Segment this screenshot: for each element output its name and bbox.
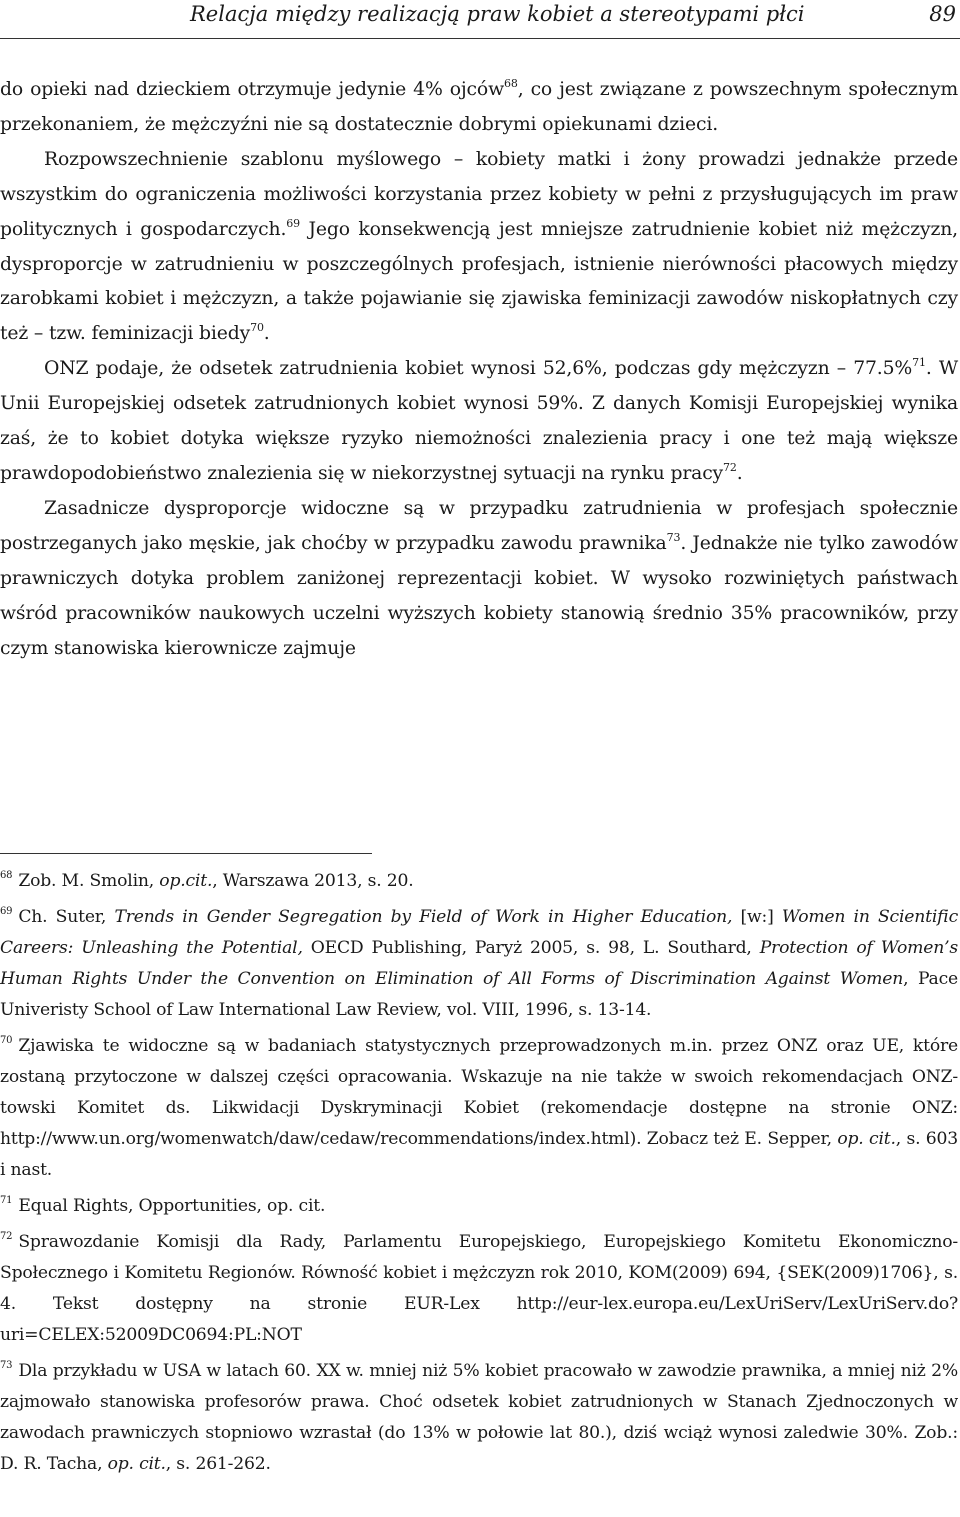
footnote-71 — [0, 1191, 958, 1222]
text: Zjawiska te widoczne są w badaniach statystycznych przeprowadzonych m.in. przez ONZ oraz UE, które zostaną przytoczone w dalszej części opracowania. Wskazuje na nie także w swoich rekomendacjach ONZ-towski Komitet ds. Likwidacji Dyskryminacji Kobiet (rekomendacje dostępne na stronie ONZ: http://www.un.org/womenwatch/daw/cedaw/recommendations/index.html). Zobacz też E. Sepper, — [0, 1036, 958, 1149]
text: Jego konsekwencją jest mniejsze zatrudnienie kobiet niż mężczyzn, dysproporcje w zatrudnieniu w poszczególnych profesjach, istnienie nierówności płacowych między zarobkami kobiet i mężczyzn, a także pojawianie się zjawiska feminizacji zawodów niskopłatnych czy też – tzw. feminizacji biedy — [0, 218, 958, 345]
footnote-69 — [0, 902, 958, 1026]
footnote-number: 70 — [0, 1035, 13, 1046]
paragraph-2 — [0, 143, 958, 352]
text: OECD Publishing, Paryż 2005, s. 98, L. Southard, — [302, 938, 760, 958]
text: , s. 603 i nast. — [0, 1129, 958, 1180]
running-header — [0, 0, 960, 38]
footnote-72 — [0, 1227, 958, 1351]
text: , Pace Univeristy School of Law International Law Review, vol. VIII, 1996, s. 13-14. — [0, 969, 958, 1020]
footnote-ref-71[interactable]: 71 — [912, 356, 926, 370]
footnote-ref-69[interactable]: 69 — [286, 216, 300, 230]
text-italic: op. cit. — [837, 1129, 896, 1149]
text: . Jednakże nie tylko zawodów prawniczych dotyka problem zaniżonej reprezentacji kobiet. W wysoko rozwiniętych państwach wśród pracowników naukowych uczelni wyższych kobiety stanowią średnio 35% pracowników, przy czym stanowiska kierownicze zajmuje — [0, 532, 959, 659]
text: Dla przykładu w USA w latach 60. XX w. mniej niż 5% kobiet pracowało w zawodzie prawnika, a mniej niż 2% zajmowało stanowiska profesorów prawa. Choć odsetek kobiet zatrudnionych w Stanach Zjednoczonych w zawodach prawniczych stopniowo wzrastał (do 13% w połowie lat 80.), dziś wciąż wynosi zaledwie 30%. Zob.: D. R. Tacha, — [0, 1361, 958, 1474]
text: Zob. M. Smolin, — [18, 871, 160, 891]
text-italic: op.cit. — [159, 871, 213, 891]
header-rule — [0, 38, 960, 39]
paragraph-3 — [0, 352, 958, 492]
footnote-number: 72 — [0, 1231, 13, 1242]
text: , Warszawa 2013, s. 20. — [212, 871, 414, 891]
page-number: 89 — [929, 2, 956, 26]
footnote-70 — [0, 1031, 958, 1186]
footnote-number: 68 — [0, 870, 13, 881]
paragraph-1 — [0, 73, 958, 143]
footnote-number: 71 — [0, 1195, 13, 1206]
footnote-ref-73[interactable]: 73 — [666, 530, 681, 544]
footnote-number: 73 — [0, 1360, 13, 1371]
text: , co jest związane z powszechnym społecznym przekonaniem, że mężczyźni nie są dostatecznie dobrymi opiekunami dzieci. — [0, 79, 958, 135]
text: Rozpowszechnienie szablonu myślowego – kobiety matki i żony prowadzi jednakże przede wszystkim do ograniczenia możliwości korzystania przez kobiety w pełni z przysługujących im praw politycznych i gospodarczych. — [0, 148, 958, 240]
footnote-68 — [0, 866, 958, 897]
footnote-73 — [0, 1356, 958, 1480]
text: Zasadnicze dysproporcje widoczne są w przypadku zatrudnienia w profesjach społecznie postrzeganych jako męskie, jak choćby w przypadku zawodu prawnika — [0, 497, 958, 554]
text: . — [263, 323, 270, 345]
body-text — [0, 73, 958, 666]
text: Equal Rights, Opportunities, op. cit. — [18, 1196, 326, 1216]
paragraph-4 — [0, 492, 958, 667]
text: ONZ podaje, że odsetek zatrudnienia kobiet wynosi 52,6%, podczas gdy mężczyzn – 77.5% — [44, 358, 913, 380]
text: , s. 261-262. — [165, 1454, 271, 1474]
text: . W Unii Europejskiej odsetek zatrudnionych kobiet wynosi 59%. Z danych Komisji Europejskiej wynika zaś, że to kobiet dotyka większe ryzyko niemożności znalezienia pracy i one też mają większe prawdopodobieństwo znalezienia się w niekorzystnej sytuacji na rynku pracy — [0, 358, 959, 484]
footnote-ref-68[interactable]: 68 — [504, 77, 518, 90]
text-italic: Trends in Gender Segregation by Field of Work in Higher Education, — [114, 907, 733, 927]
text: . — [736, 462, 743, 484]
footnote-number: 69 — [0, 906, 13, 917]
text: Ch. Suter, — [18, 907, 115, 927]
footnote-ref-72[interactable]: 72 — [723, 460, 737, 474]
text-italic: Protection of Women’s Human Rights Under the Convention on Elimination of All Forms of Discrimination Against Women — [0, 938, 958, 989]
footnote-ref-70[interactable]: 70 — [250, 321, 264, 335]
text: Sprawozdanie Komisji dla Rady, Parlamentu Europejskiego, Europejskiego Komitetu Ekonomiczno-Społecznego i Komitetu Regionów. Równość kobiet i mężczyzn rok 2010, KOM(2009) 694, {SEK(2009)1706}, s. 4. Tekst dostępny na stronie EUR-Lex http://eur-lex.europa.eu/LexUriServ/LexUriServ.do?uri=CELEX:52009DC0694:PL:NOT — [0, 1232, 958, 1345]
text: [w:] — [732, 907, 782, 927]
text-italic: op. cit. — [107, 1454, 166, 1474]
running-title: Relacja między realizacją praw kobiet a stereotypami płci — [190, 2, 805, 26]
footnote-separator — [0, 853, 372, 854]
footnotes — [0, 866, 958, 1485]
text: do opieki nad dzieckiem otrzymuje jedynie 4% ojców — [0, 79, 504, 100]
text-italic: Women in Scientific Careers: Unleashing the Potential, — [0, 907, 958, 958]
